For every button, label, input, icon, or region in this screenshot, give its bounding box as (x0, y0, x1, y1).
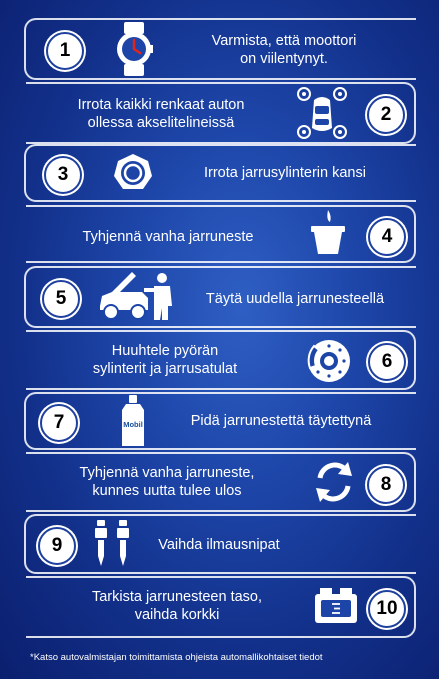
step-5-text: Täytä uudella jarrunesteellä (205, 291, 385, 307)
bucket-icon (308, 208, 348, 261)
step-1-number: 1 (46, 32, 84, 70)
reservoir-icon (314, 588, 358, 629)
footnote: *Katso autovalmistajan toimittamista ohjeista automallikohtaiset tiedot (30, 652, 323, 663)
step-3-text: Irrota jarrusylinterin kansi (204, 165, 366, 181)
mechanic-car-icon (98, 268, 180, 327)
step-9-text: Vaihda ilmausnipat (158, 537, 280, 553)
mobil-bottle-icon (118, 394, 148, 448)
step-10-number: 10 (368, 590, 406, 628)
step-8-text: Tyhjennä vanha jarruneste, kunnes uutta tulee ulos (79, 465, 255, 499)
step-8-number: 8 (367, 466, 405, 504)
step-7-text: Pidä jarrunestettä täytettynä (190, 413, 372, 429)
mobil-brand-label: Mobil (123, 420, 143, 429)
step-4-number: 4 (368, 218, 406, 256)
step-5-number: 5 (42, 280, 80, 318)
brake-disc-icon (306, 338, 352, 389)
refresh-icon (312, 460, 356, 509)
clock-icon (114, 20, 154, 83)
bleeder-valve-icon (92, 518, 132, 573)
step-6-number: 6 (368, 343, 406, 381)
step-2-number: 2 (367, 96, 405, 134)
step-2-text: Irrota kaikki renkaat auton ollessa akselitelineissä (77, 97, 245, 131)
step-6-text: Huuhtele pyörän sylinterit ja jarrusatulat (92, 343, 238, 377)
step-3-number: 3 (44, 156, 82, 194)
step-10-text: Tarkista jarrunesteen taso, vaihda korkki (91, 589, 263, 623)
step-4-text: Tyhjennä vanha jarruneste (82, 229, 254, 245)
car-wheels-icon (296, 86, 348, 145)
step-9-number: 9 (38, 527, 76, 565)
cap-icon (112, 152, 154, 199)
step-1-text: Varmista, että moottori on viilentynyt. (211, 33, 357, 67)
step-7-number: 7 (40, 404, 78, 442)
